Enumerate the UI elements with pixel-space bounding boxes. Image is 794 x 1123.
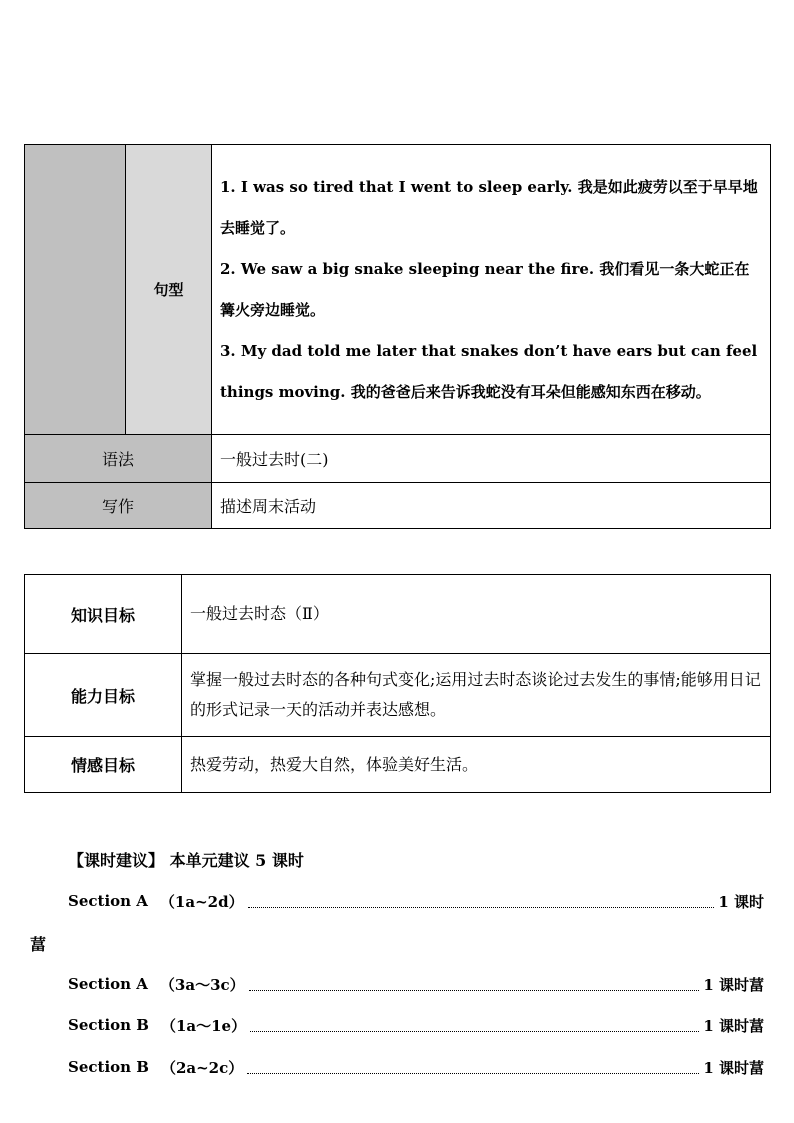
sentence-2: 2. We saw a big snake sleeping near the fire. 我们看见一条大蛇正在篝火旁边睡觉。	[220, 259, 750, 319]
artifact-char: 葍	[748, 1058, 764, 1077]
sentence-label: 句型	[126, 145, 212, 435]
schedule-item	[68, 1013, 764, 1037]
schedule-item	[68, 889, 764, 913]
writing-label: 写作	[25, 483, 212, 529]
objective-row	[25, 575, 771, 654]
schedule-value: 1 课时	[703, 1058, 749, 1077]
schedule-title: 【课时建议】 本单元建议 5 课时	[68, 851, 304, 870]
sentence-content	[212, 145, 771, 435]
sentence-1: 1. I was so tired that I went to sleep early. 我是如此疲劳以至于早早地去睡觉了。	[220, 177, 758, 237]
blank-cell	[25, 145, 126, 435]
grammar-row	[25, 435, 771, 483]
leader-dots	[249, 978, 700, 991]
objective-row	[25, 737, 771, 793]
schedule-item	[68, 1055, 764, 1079]
grammar-label: 语法	[25, 435, 212, 483]
schedule-section: Section B	[68, 1058, 149, 1076]
sentence-3: 3. My dad told me later that snakes don’t have ears but can feel things moving. 我的爸爸后来告诉我蛇没有耳朵但能感知东西在移动。	[220, 341, 758, 401]
schedule-section: Section A	[68, 975, 148, 993]
schedule-value: 1 课时	[703, 1016, 749, 1035]
writing-value: 描述周末活动	[212, 483, 771, 529]
objective-label: 知识目标	[25, 575, 182, 654]
schedule-value: 1 课时	[703, 975, 749, 994]
schedule-range: （3a～3c）	[159, 975, 245, 994]
schedule-value: 1 课时	[718, 892, 764, 911]
objective-text: 热爱劳动，热爱大自然，体验美好生活。	[182, 737, 771, 793]
schedule-section: Section A	[68, 892, 148, 910]
schedule-range: （1a～1e）	[160, 1016, 247, 1035]
objective-label: 情感目标	[25, 737, 182, 793]
sentence-row	[25, 145, 771, 435]
schedule-section: Section B	[68, 1016, 149, 1034]
vocabulary-table	[24, 144, 771, 529]
writing-row	[25, 483, 771, 529]
objective-text: 一般过去时态（Ⅱ）	[182, 575, 771, 654]
leader-dots	[248, 895, 715, 908]
grammar-value: 一般过去时(二)	[212, 435, 771, 483]
wrapped-artifact-char: 葍	[30, 935, 47, 954]
schedule-range: （2a~2c）	[160, 1058, 244, 1077]
schedule-range: （1a~2d）	[159, 892, 244, 911]
schedule-item	[68, 972, 764, 996]
artifact-char: 葍	[748, 1016, 764, 1035]
artifact-char: 葍	[748, 975, 764, 994]
objective-label: 能力目标	[25, 654, 182, 737]
leader-dots	[247, 1061, 699, 1074]
objective-text: 掌握一般过去时态的各种句式变化;运用过去时态谈论过去发生的事情;能够用日记的形式记录一天的活动并表达感想。	[182, 654, 771, 737]
objectives-table	[24, 574, 771, 793]
objective-row	[25, 654, 771, 737]
leader-dots	[250, 1019, 699, 1032]
